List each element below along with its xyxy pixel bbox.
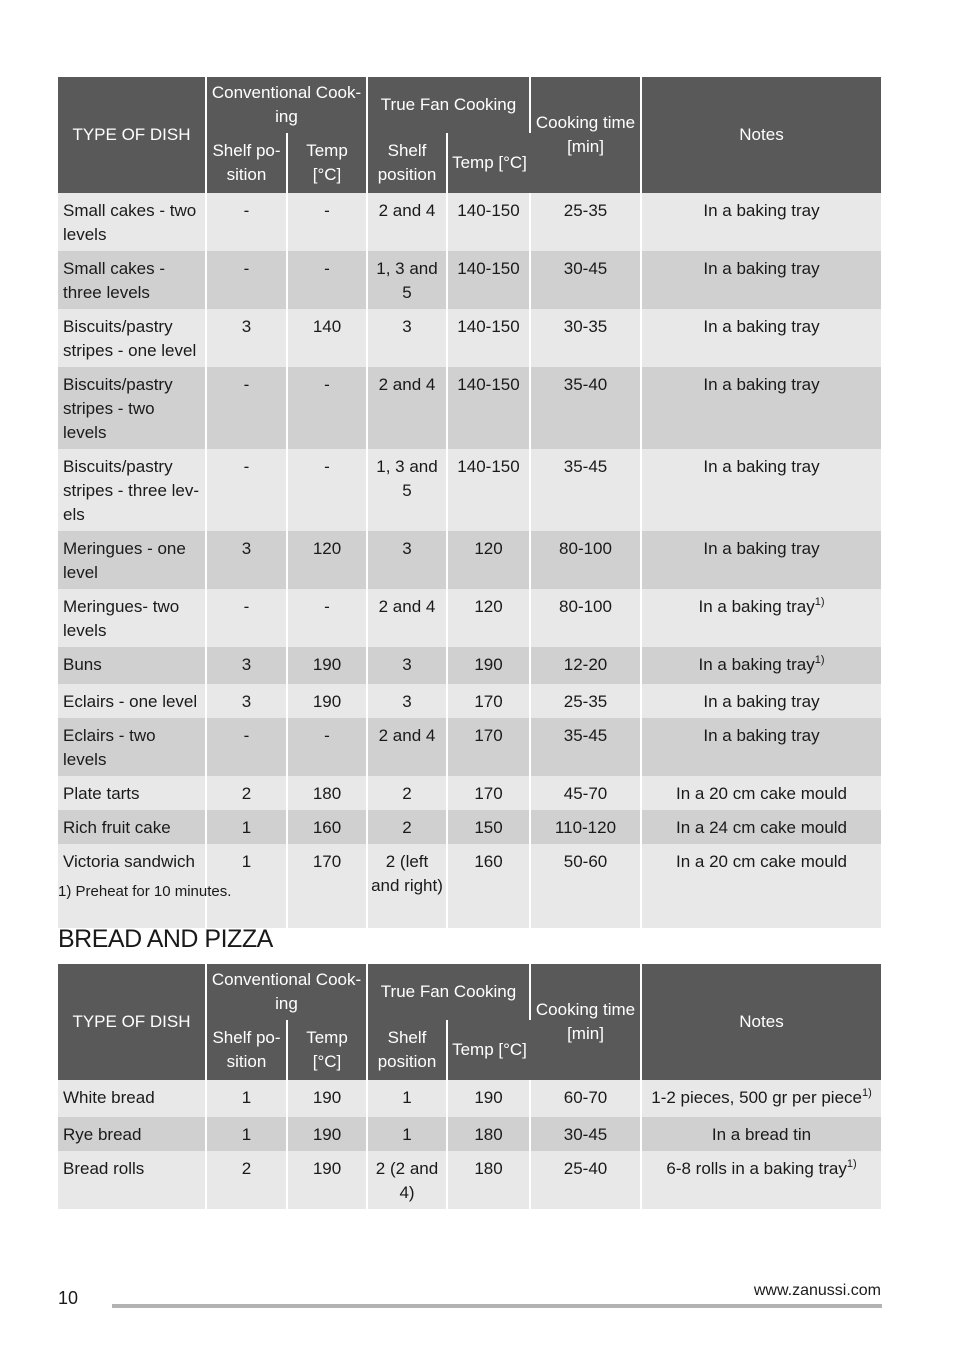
cell-cooking-time [531,251,642,309]
cell-fan-temp-text: 170 [474,692,503,711]
cell-fan-temp [448,589,531,647]
bread-pizza-table [58,964,881,1209]
cell-fan-shelf-text: 3 [402,692,412,711]
cell-notes-text: In a baking tray [698,597,815,616]
cell-dish-text: Biscuits/pastry stripes - one level [63,317,197,360]
cell-cooking-time [531,684,642,718]
cell-notes [642,531,881,589]
cell-conv-shelf [207,810,288,844]
cell-cooking-time-text: 80-100 [559,597,612,616]
cell-fan-shelf-text: 2 and 4 [378,201,436,220]
cell-notes-text: In a baking tray [703,201,820,220]
cell-conv-temp [288,1080,368,1117]
cell-dish [58,449,207,531]
cell-fan-temp-text: 170 [474,726,503,745]
cell-conv-shelf [207,531,288,589]
footer-rule [112,1304,882,1308]
cell-notes-text: In a baking tray [703,457,820,476]
cell-notes [642,684,881,718]
cell-dish-text: Rye bread [63,1125,142,1144]
cell-fan-temp [448,844,531,928]
cell-fan-temp [448,193,531,251]
cell-fan-shelf-text: 1 [402,1088,412,1107]
cell-notes [642,251,881,309]
cell-fan-temp [448,1117,531,1151]
cell-dish [58,718,207,776]
cell-conv-shelf [207,449,288,531]
cell-fan-shelf-text: 2 and 4 [378,726,436,745]
cell-conv-shelf [207,589,288,647]
cell-conv-shelf [207,776,288,810]
cell-fan-temp [448,309,531,367]
cell-cooking-time [531,589,642,647]
cell-cooking-time [531,367,642,449]
cell-fan-temp [448,1151,531,1209]
cell-fan-temp [448,718,531,776]
cell-fan-shelf-text: 3 [402,539,412,558]
cell-fan-temp-text: 170 [474,784,503,803]
cell-dish [58,589,207,647]
cell-fan-temp [448,251,531,309]
footnote-marker: 1) [814,654,825,666]
cell-fan-shelf-text: 1, 3 and 5 [376,259,438,302]
cell-fan-shelf [368,844,448,928]
cell-fan-shelf [368,1080,448,1117]
footnote-marker: 1) [814,596,825,608]
cell-conv-shelf-text: 1 [241,852,252,871]
header-true-fan-cooking: True Fan Cooking [368,964,531,1020]
cell-cooking-time-text: 25-35 [563,201,608,220]
cell-conv-temp-text: 190 [312,1159,342,1178]
cell-conv-temp-text: - [324,457,330,476]
header-fan-temp: Temp [°C] [448,133,531,193]
table-row [58,647,881,684]
header-conv-temp: Temp [°C] [288,133,368,193]
footnote: 1) Preheat for 10 minutes. [58,883,232,900]
header-notes: Notes [642,964,881,1080]
cell-cooking-time-text: 60-70 [563,1088,608,1107]
cell-notes-text: In a baking tray [703,726,820,745]
cell-conv-shelf-text: 1 [241,1125,252,1144]
cell-notes [642,367,881,449]
cell-dish-text: Small cakes - three levels [63,259,166,302]
cell-conv-temp-text: 190 [312,655,342,674]
cell-fan-shelf-text: 1, 3 and 5 [376,457,438,500]
table-row [58,810,881,844]
table-row [58,309,881,367]
cell-notes [642,449,881,531]
table-row [58,1117,881,1151]
cell-fan-temp [448,684,531,718]
header-fan-shelf-position: Shelf position [368,133,448,193]
cell-dish [58,1117,207,1151]
cell-fan-temp-text: 150 [474,818,503,837]
cell-fan-shelf-text: 2 (left and right) [371,852,443,895]
cell-conv-temp-text: 120 [312,539,342,558]
cell-cooking-time [531,1080,642,1117]
cell-notes-text: 6-8 rolls in a baking tray [666,1159,847,1178]
cell-conv-temp [288,718,368,776]
cell-cooking-time [531,810,642,844]
cell-conv-temp-text: - [324,726,330,745]
cell-fan-shelf-text: 3 [402,317,412,336]
cell-fan-shelf-text: 2 [402,818,412,837]
cell-conv-shelf-text: - [243,457,250,476]
cell-cooking-time [531,844,642,928]
cell-fan-shelf [368,1151,448,1209]
cell-conv-temp-text: - [324,201,330,220]
cell-cooking-time [531,531,642,589]
cell-conv-shelf-text: - [243,201,250,220]
cell-fan-shelf [368,531,448,589]
cell-conv-shelf [207,251,288,309]
cell-conv-shelf-text: - [243,375,250,394]
header-conventional-cooking: Conventional Cook-ing [207,964,368,1020]
cell-notes-text: In a baking tray [698,655,815,674]
cell-fan-temp [448,367,531,449]
cell-conv-shelf [207,1080,288,1117]
cell-fan-shelf [368,309,448,367]
cell-dish [58,1151,207,1209]
cell-conv-temp [288,684,368,718]
cell-dish [58,193,207,251]
cell-conv-temp-text: 180 [312,784,342,803]
cell-notes [642,193,881,251]
cell-notes [642,589,881,647]
cell-cooking-time-text: 25-35 [563,692,608,711]
cell-notes [642,1151,881,1209]
cell-fan-temp [448,776,531,810]
cell-fan-shelf [368,367,448,449]
cell-cooking-time [531,1151,642,1209]
header-cooking-time: Cooking time [min] [531,964,642,1080]
cell-cooking-time-text: 80-100 [559,539,612,558]
cell-cooking-time-text: 50-60 [563,852,608,871]
section-heading: BREAD AND PIZZA [58,925,273,953]
cell-conv-shelf-text: 3 [241,692,252,711]
table-row [58,684,881,718]
cell-notes [642,1080,881,1117]
cell-notes-text: In a bread tin [711,1125,812,1144]
cell-fan-temp [448,647,531,684]
cell-fan-temp-text: 180 [474,1125,503,1144]
cell-notes-text: In a 20 cm cake mould [675,784,848,803]
cell-conv-temp-text: 140 [312,317,342,336]
cell-cooking-time-text: 110-120 [554,818,617,837]
cell-fan-shelf [368,251,448,309]
header-true-fan-cooking: True Fan Cooking [368,77,531,133]
table-row [58,531,881,589]
cell-fan-temp-text: 160 [474,852,503,871]
cell-notes [642,1117,881,1151]
cell-dish-text: Eclairs - two levels [63,726,156,769]
cell-fan-shelf-text: 2 [402,784,412,803]
cell-conv-shelf-text: 3 [241,317,252,336]
cell-conv-shelf-text: 1 [241,818,252,837]
cell-dish [58,810,207,844]
cell-conv-temp-text: 190 [312,1125,342,1144]
header-conv-shelf-position: Shelf po-sition [207,133,288,193]
cell-fan-temp-text: 140-150 [457,457,520,476]
table-row [58,1151,881,1209]
header-type-of-dish: TYPE OF DISH [58,964,207,1080]
cell-conv-temp [288,251,368,309]
cell-dish-text: Bread rolls [63,1159,145,1178]
cell-conv-shelf-text: 2 [241,784,252,803]
table-row [58,367,881,449]
cell-fan-temp-text: 140-150 [457,317,520,336]
cell-conv-temp-text: 160 [312,818,342,837]
cell-fan-temp-text: 140-150 [457,201,520,220]
cell-conv-temp [288,449,368,531]
cell-fan-temp-text: 120 [474,539,503,558]
cell-notes [642,776,881,810]
cell-notes [642,718,881,776]
cell-fan-temp [448,1080,531,1117]
cell-conv-shelf [207,647,288,684]
website-link[interactable]: www.zanussi.com [753,1282,881,1299]
cell-conv-temp-text: 190 [312,692,342,711]
cell-cooking-time-text: 35-45 [563,457,608,476]
cell-fan-temp-text: 180 [474,1159,503,1178]
cell-fan-shelf [368,776,448,810]
cell-cooking-time [531,776,642,810]
header-notes: Notes [642,77,881,193]
cell-fan-shelf [368,449,448,531]
cell-conv-temp [288,193,368,251]
cell-cooking-time-text: 30-45 [563,1125,608,1144]
table-row [58,776,881,810]
header-fan-temp: Temp [°C] [448,1020,531,1080]
cell-cooking-time [531,193,642,251]
cell-cooking-time-text: 30-45 [563,259,608,278]
cell-fan-temp [448,531,531,589]
cell-conv-shelf-text: - [243,259,250,278]
cell-fan-temp-text: 190 [474,655,503,674]
cell-conv-shelf [207,367,288,449]
table-row [58,193,881,251]
table-row [58,1080,881,1117]
cell-conv-shelf-text: 3 [241,655,252,674]
cell-cooking-time [531,1117,642,1151]
baking-table [58,77,881,928]
cell-dish-text: White bread [63,1088,155,1107]
cell-conv-temp [288,1117,368,1151]
cell-dish-text: Small cakes - two levels [63,201,197,244]
cell-notes-text: In a baking tray [703,317,820,336]
cell-notes [642,844,881,928]
cell-dish [58,531,207,589]
cell-fan-shelf [368,684,448,718]
cell-notes-text: In a baking tray [703,375,820,394]
header-cooking-time: Cooking time [min] [531,77,642,193]
cell-dish [58,367,207,449]
cell-conv-temp [288,776,368,810]
cell-dish-text: Meringues - one level [63,539,186,582]
cell-notes-text: 1-2 pieces, 500 gr per piece [651,1088,862,1107]
cell-dish-text: Plate tarts [63,784,140,803]
cell-conv-shelf-text: 1 [241,1088,252,1107]
footnote-marker: 1) [846,1158,857,1170]
cell-conv-temp [288,309,368,367]
cell-conv-temp-text: - [324,259,330,278]
cell-cooking-time-text: 12-20 [563,655,608,674]
cell-conv-shelf-text: 2 [241,1159,252,1178]
cell-cooking-time [531,718,642,776]
cell-conv-temp-text: - [324,597,330,616]
cell-fan-shelf [368,810,448,844]
cell-dish-text: Rich fruit cake [63,818,171,837]
cell-dish-text: Biscuits/pastry stripes - two levels [63,375,173,442]
cell-fan-temp [448,810,531,844]
baking-table-body [58,193,881,928]
cell-notes-text: In a baking tray [703,692,820,711]
cell-fan-shelf-text: 3 [402,655,412,674]
cell-fan-shelf [368,589,448,647]
cell-cooking-time [531,449,642,531]
cell-cooking-time-text: 35-40 [563,375,608,394]
cell-dish-text: Meringues- two levels [63,597,180,640]
header-type-of-dish: TYPE OF DISH [58,77,207,193]
cell-fan-temp [448,449,531,531]
cell-fan-shelf [368,1117,448,1151]
cell-conv-shelf [207,684,288,718]
cell-conv-temp [288,1151,368,1209]
cell-fan-temp-text: 120 [474,597,503,616]
cell-fan-shelf-text: 2 and 4 [378,597,436,616]
cell-fan-temp-text: 140-150 [457,375,520,394]
cell-conv-shelf [207,309,288,367]
cell-conv-shelf [207,1117,288,1151]
cell-cooking-time-text: 35-45 [563,726,608,745]
cell-conv-temp [288,810,368,844]
cell-notes [642,309,881,367]
cell-fan-shelf-text: 2 and 4 [378,375,436,394]
cell-dish [58,684,207,718]
cell-fan-shelf [368,193,448,251]
cell-conv-shelf-text: 3 [241,539,252,558]
cell-dish [58,251,207,309]
cell-conv-shelf [207,1151,288,1209]
cell-fan-shelf-text: 1 [402,1125,412,1144]
cell-dish [58,776,207,810]
cell-conv-temp [288,844,368,928]
cell-cooking-time [531,647,642,684]
cell-fan-temp-text: 140-150 [457,259,520,278]
cell-notes [642,810,881,844]
bread-pizza-table-body [58,1080,881,1209]
cell-cooking-time-text: 30-35 [563,317,608,336]
cell-fan-shelf [368,718,448,776]
cell-dish-text: Victoria sandwich [63,852,195,871]
cell-conv-shelf-text: - [243,726,250,745]
cell-dish [58,647,207,684]
cell-fan-shelf [368,647,448,684]
header-conv-temp: Temp [°C] [288,1020,368,1080]
header-fan-shelf-position: Shelf position [368,1020,448,1080]
cell-notes-text: In a baking tray [703,259,820,278]
cell-notes-text: In a baking tray [703,539,820,558]
cell-notes-text: In a 24 cm cake mould [675,818,848,837]
footnote-marker: 1) [861,1087,872,1099]
cell-cooking-time [531,309,642,367]
cell-fan-temp-text: 190 [474,1088,503,1107]
table-row [58,589,881,647]
cell-conv-temp [288,647,368,684]
cell-dish [58,1080,207,1117]
cell-dish-text: Eclairs - one level [63,692,198,711]
cell-cooking-time-text: 25-40 [563,1159,608,1178]
cell-conv-temp-text: - [324,375,330,394]
cell-conv-temp [288,367,368,449]
cell-conv-temp-text: 190 [312,1088,342,1107]
cell-notes-text: In a 20 cm cake mould [675,852,848,871]
cell-cooking-time-text: 45-70 [563,784,608,803]
cell-conv-temp [288,531,368,589]
cell-dish [58,309,207,367]
cell-conv-temp-text: 170 [312,852,342,871]
cell-conv-shelf-text: - [243,597,250,616]
cell-conv-shelf [207,718,288,776]
header-conv-shelf-position: Shelf po-sition [207,1020,288,1080]
cell-dish-text: Biscuits/pastry stripes - three lev-els [63,457,200,524]
page-number: 10 [58,1288,79,1308]
cell-conv-temp [288,589,368,647]
table-row [58,251,881,309]
cell-notes [642,647,881,684]
cell-fan-shelf-text: 2 (2 and 4) [375,1159,439,1202]
cell-conv-shelf [207,193,288,251]
table-row [58,718,881,776]
cell-dish-text: Buns [63,655,102,674]
table-row [58,449,881,531]
header-conventional-cooking: Conventional Cook-ing [207,77,368,133]
